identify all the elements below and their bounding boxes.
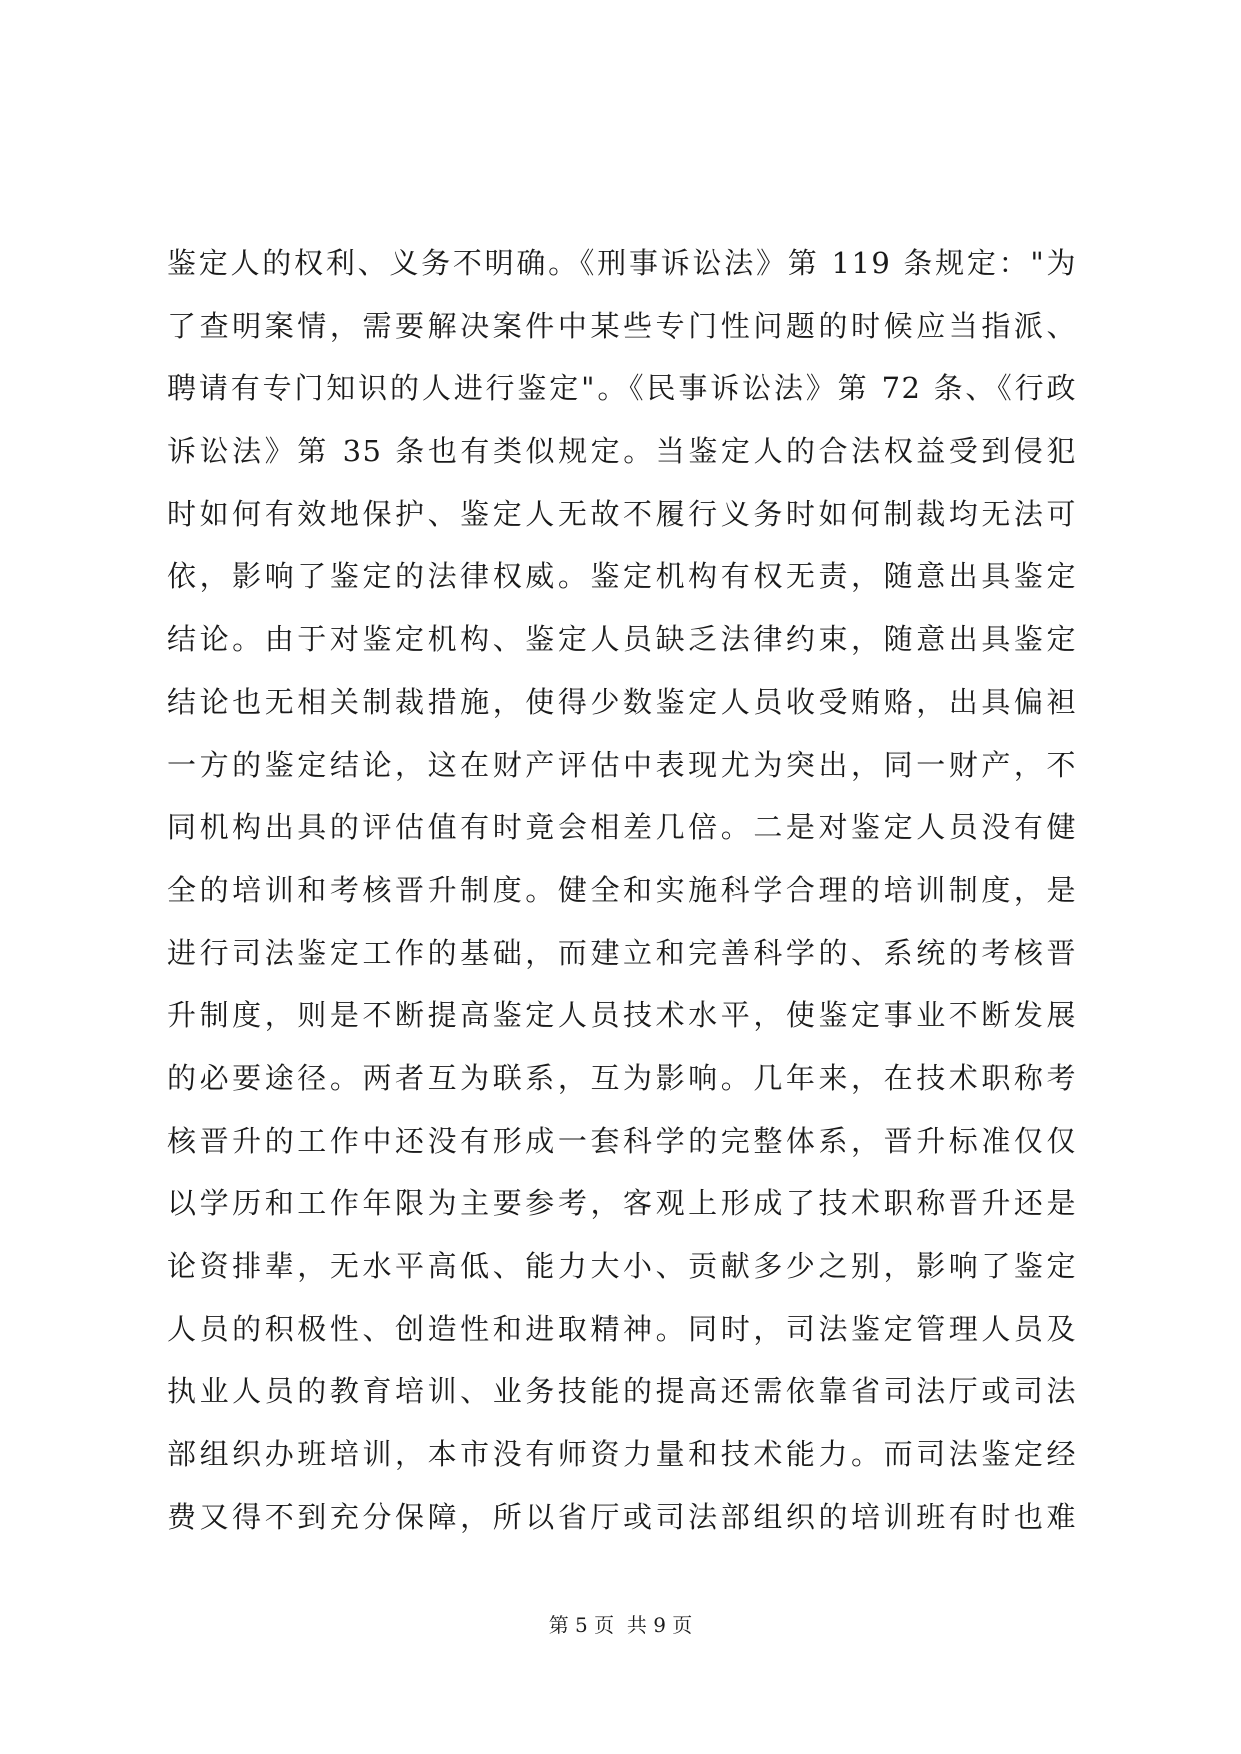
text-line: 一方的鉴定结论，这在财产评估中表现尤为突出，同一财产，不	[167, 747, 1077, 782]
text-line: 全的培训和考核晋升制度。健全和实施科学合理的培训制度，是	[167, 872, 1077, 907]
text-line: 诉讼法》第 35 条也有类似规定。当鉴定人的合法权益受到侵犯	[167, 434, 1077, 469]
text-line: 人员的积极性、创造性和进取精神。同时，司法鉴定管理人员及	[167, 1311, 1077, 1346]
body-text	[167, 232, 1077, 1548]
page-number-label: 第 5 页 共 9 页	[548, 1613, 693, 1637]
text-line: 执业人员的教育培训、业务技能的提高还需依靠省司法厅或司法	[167, 1374, 1077, 1409]
text-line: 部组织办班培训，本市没有师资力量和技术能力。而司法鉴定经	[167, 1437, 1077, 1472]
text-line: 时如何有效地保护、鉴定人无故不履行义务时如何制裁均无法可	[167, 496, 1077, 531]
text-line: 的必要途径。两者互为联系，互为影响。几年来，在技术职称考	[167, 1060, 1077, 1095]
text-line: 论资排辈，无水平高低、能力大小、贡献多少之别，影响了鉴定	[167, 1249, 1077, 1283]
text-line: 了查明案情，需要解决案件中某些专门性问题的时候应当指派、	[167, 308, 1077, 343]
text-line: 聘请有专门知识的人进行鉴定"。《民事诉讼法》第 72 条、《行政	[167, 371, 1077, 406]
page-footer	[0, 1610, 1241, 1640]
text-line: 以学历和工作年限为主要参考，客观上形成了技术职称晋升还是	[167, 1186, 1077, 1221]
text-line: 进行司法鉴定工作的基础，而建立和完善科学的、系统的考核晋	[167, 935, 1077, 970]
text-line: 依，影响了鉴定的法律权威。鉴定机构有权无责，随意出具鉴定	[167, 559, 1077, 594]
text-line: 费又得不到充分保障，所以省厅或司法部组织的培训班有时也难	[167, 1499, 1077, 1534]
text-line: 核晋升的工作中还没有形成一套科学的完整体系，晋升标准仅仅	[167, 1123, 1077, 1158]
text-line: 鉴定人的权利、义务不明确。《刑事诉讼法》第 119 条规定："为	[167, 246, 1077, 280]
text-line: 同机构出具的评估值有时竟会相差几倍。二是对鉴定人员没有健	[167, 810, 1077, 845]
text-line: 升制度，则是不断提高鉴定人员技术水平，使鉴定事业不断发展	[167, 998, 1077, 1033]
text-line: 结论也无相关制裁措施，使得少数鉴定人员收受贿赂，出具偏袒	[167, 684, 1077, 719]
text-line: 结论。由于对鉴定机构、鉴定人员缺乏法律约束，随意出具鉴定	[167, 622, 1077, 657]
